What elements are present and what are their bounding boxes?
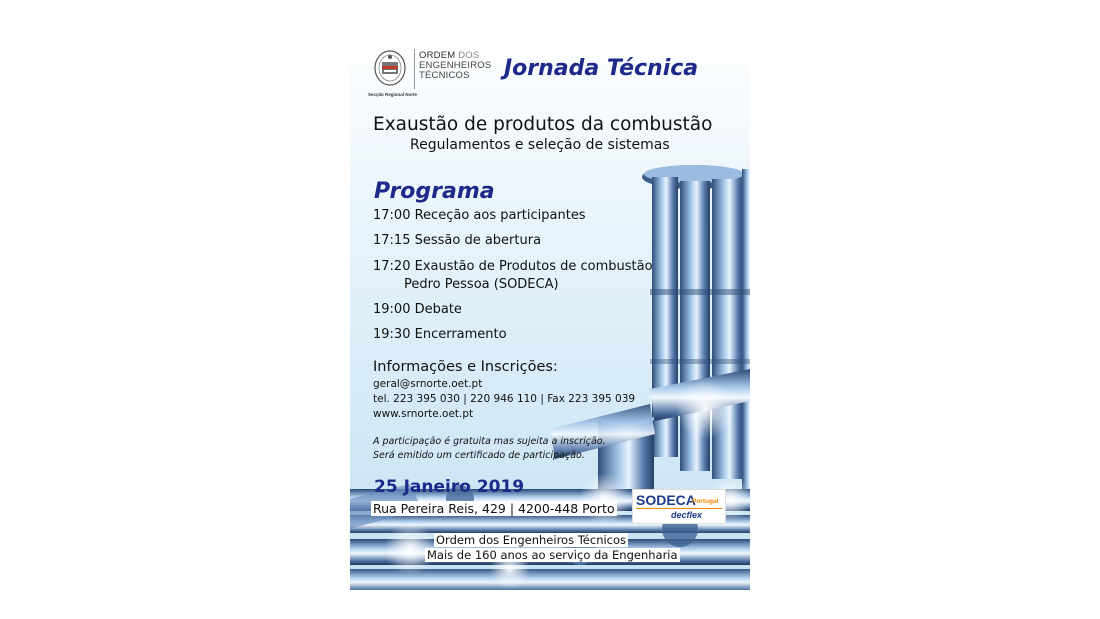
program-item xyxy=(373,208,586,223)
info-phones: tel. 223 395 030 | 220 946 110 | Fax 223 395 039 xyxy=(373,393,636,405)
info-note-free: A participação é gratuita mas sujeita a inscrição. xyxy=(373,436,606,447)
sponsor-brand: decflex xyxy=(671,510,703,520)
event-address: Rua Pereira Reis, 429 | 4200-448 Porto xyxy=(373,501,615,516)
program-item-text: Sessão de abertura xyxy=(414,233,542,248)
program-title: Programa xyxy=(374,179,495,204)
sponsor-logo xyxy=(632,489,726,524)
info-email[interactable]: geral@srnorte.oet.pt xyxy=(373,378,483,390)
logo-divider xyxy=(414,49,415,89)
event-date: 25 Janeiro 2019 xyxy=(374,477,525,497)
event-title: Jornada Técnica xyxy=(504,56,699,81)
info-title: Informações e Inscrições: xyxy=(373,359,558,375)
logo-org-line1: ORDEM xyxy=(419,50,456,61)
event-subheading: Regulamentos e seleção de sistemas xyxy=(410,137,670,153)
program-item-text: Debate xyxy=(414,302,462,317)
program-item xyxy=(373,259,653,274)
logo-org-line3: TÉCNICOS xyxy=(419,70,470,81)
sponsor-name: SODECA xyxy=(636,492,696,508)
program-item xyxy=(373,327,507,342)
event-poster xyxy=(350,29,750,590)
footer-tagline: Mais de 160 anos ao serviço da Engenharia xyxy=(427,548,678,562)
sponsor-divider xyxy=(636,508,722,509)
event-heading: Exaustão de produtos da combustão xyxy=(373,114,713,135)
program-item-time: 19:00 xyxy=(373,302,411,317)
program-item-text: Receção aos participantes xyxy=(414,208,586,223)
info-note-certificate: Será emitido um certificado de participação. xyxy=(373,450,585,461)
program-item-speaker: Pedro Pessoa (SODECA) xyxy=(404,277,559,292)
sponsor-country: Portugal xyxy=(692,498,719,505)
footer-org-name: Ordem dos Engenheiros Técnicos xyxy=(436,533,627,547)
logo-org-line1b: DOS xyxy=(458,50,480,61)
org-crest-icon xyxy=(372,49,408,93)
info-website[interactable]: www.srnorte.oet.pt xyxy=(373,408,474,420)
program-item xyxy=(373,302,462,317)
program-item-text: Encerramento xyxy=(414,327,507,342)
logo-org-line2: ENGENHEIROS xyxy=(419,60,492,71)
program-item-time: 17:20 xyxy=(373,259,411,274)
program-item-time: 17:00 xyxy=(373,208,411,223)
program-item-time: 19:30 xyxy=(373,327,411,342)
logo-section-label: Secção Regional Norte xyxy=(368,92,418,97)
logo-org-name xyxy=(419,51,491,81)
program-item-text: Exaustão de Produtos de combustão xyxy=(414,259,653,274)
program-item xyxy=(373,233,541,248)
program-item-time: 17:15 xyxy=(373,233,411,248)
